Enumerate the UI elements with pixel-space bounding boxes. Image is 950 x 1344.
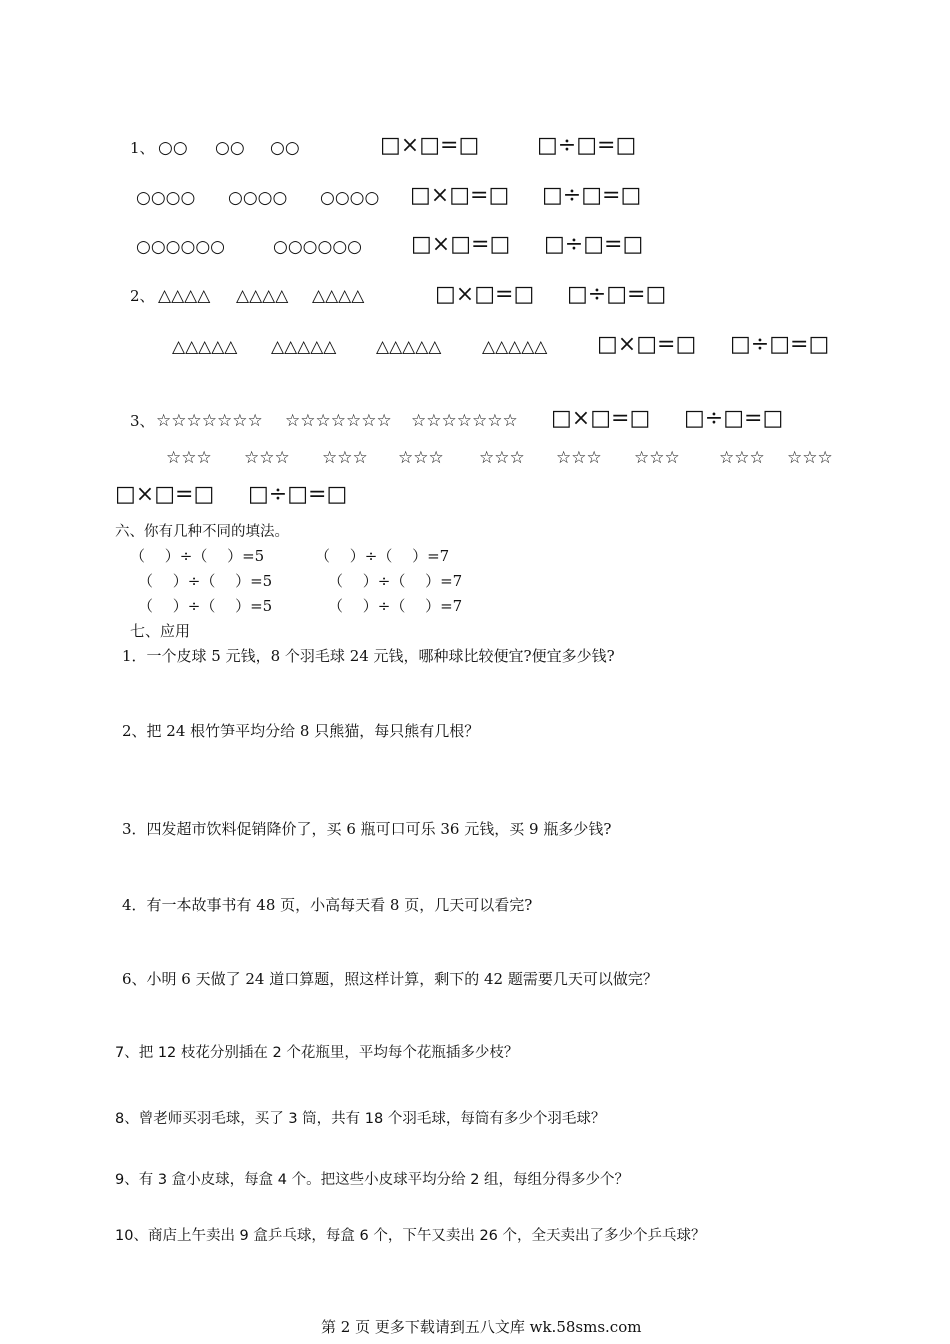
multiplication-template: □×□=□ — [551, 406, 651, 431]
division-template: □÷□=□ — [248, 482, 348, 507]
star-group: ☆☆☆☆☆☆☆ — [156, 411, 263, 431]
word-problem: 3．四发超市饮料促销降价了，买 6 瓶可口可乐 36 元钱，买 9 瓶多少钱? — [122, 820, 612, 838]
triangle-group: △△△△ — [236, 286, 289, 306]
word-problem: 6、小明 6 天做了 24 道口算题，照这样计算，剩下的 42 题需要几天可以做完？ — [122, 970, 658, 988]
division-blank: （ ）÷（ ）=5 — [138, 597, 273, 615]
triangle-group: △△△△ — [312, 286, 365, 306]
star-group: ☆☆☆ — [244, 448, 290, 468]
word-problem: 10、商店上午卖出 9 盒乒乓球，每盒 6 个，下午又卖出 26 个，全天卖出了多少个乒乓球？ — [115, 1228, 706, 1244]
circle-group: ○○ — [215, 138, 245, 158]
circle-group: ○○○○ — [136, 188, 196, 208]
division-template: □÷□=□ — [544, 232, 644, 257]
division-blank: （ ）÷（ ）=7 — [328, 572, 463, 590]
division-template: □÷□=□ — [537, 133, 637, 158]
star-group: ☆☆☆ — [398, 448, 444, 468]
multiplication-template: □×□=□ — [410, 183, 510, 208]
division-blank: （ ）÷（ ）=7 — [315, 547, 450, 565]
section-6-heading: 六、你有几种不同的填法。 — [115, 524, 289, 540]
question-3-label: 3、 — [130, 412, 155, 430]
word-problem: 9、有 3 盒小皮球，每盒 4 个。把这些小皮球平均分给 2 组，每组分得多少个？ — [115, 1172, 630, 1188]
division-blank: （ ）÷（ ）=7 — [328, 597, 463, 615]
word-problem: 7、把 12 枝花分别插在 2 个花瓶里，平均每个花瓶插多少枝？ — [115, 1045, 519, 1061]
triangle-group: △△△△△ — [172, 337, 238, 357]
division-template: □÷□=□ — [542, 183, 642, 208]
division-template: □÷□=□ — [567, 282, 667, 307]
section-7-heading: 七、应用 — [130, 622, 191, 640]
word-problem: 8、曾老师买羽毛球，买了 3 筒，共有 18 个羽毛球，每筒有多少个羽毛球？ — [115, 1111, 606, 1127]
multiplication-template: □×□=□ — [380, 133, 480, 158]
star-group: ☆☆☆ — [166, 448, 212, 468]
circle-group: ○○ — [158, 138, 188, 158]
triangle-group: △△△△△ — [482, 337, 548, 357]
division-blank: （ ）÷（ ）=5 — [138, 572, 273, 590]
word-problem: 1．一个皮球 5 元钱，8 个羽毛球 24 元钱，哪种球比较便宜?便宜多少钱? — [122, 647, 615, 665]
page-footer: 第 2 页 更多下载请到五八文库 wk.58sms.com — [321, 1318, 642, 1336]
multiplication-template: □×□=□ — [435, 282, 535, 307]
question-2-label: 2、 — [130, 287, 155, 305]
star-group: ☆☆☆ — [479, 448, 525, 468]
multiplication-template: □×□=□ — [115, 482, 215, 507]
multiplication-template: □×□=□ — [597, 332, 697, 357]
star-group: ☆☆☆ — [787, 448, 833, 468]
triangle-group: △△△△△ — [376, 337, 442, 357]
triangle-group: △△△△△ — [271, 337, 337, 357]
division-template: □÷□=□ — [684, 406, 784, 431]
circle-group: ○○○○ — [320, 188, 380, 208]
division-template: □÷□=□ — [730, 332, 830, 357]
star-group: ☆☆☆ — [322, 448, 368, 468]
star-group: ☆☆☆☆☆☆☆ — [285, 411, 392, 431]
star-group: ☆☆☆ — [556, 448, 602, 468]
word-problem: 2、把 24 根竹笋平均分给 8 只熊猫，每只熊有几根？ — [122, 722, 480, 740]
word-problem: 4．有一本故事书有 48 页，小高每天看 8 页，几天可以看完? — [122, 896, 533, 914]
star-group: ☆☆☆☆☆☆☆ — [411, 411, 518, 431]
circle-group: ○○○○ — [228, 188, 288, 208]
question-1-label: 1、 — [130, 139, 155, 157]
star-group: ☆☆☆ — [719, 448, 765, 468]
circle-group: ○○○○○○ — [273, 237, 363, 257]
triangle-group: △△△△ — [158, 286, 211, 306]
circle-group: ○○○○○○ — [136, 237, 226, 257]
circle-group: ○○ — [270, 138, 300, 158]
division-blank: （ ）÷（ ）=5 — [130, 547, 265, 565]
star-group: ☆☆☆ — [634, 448, 680, 468]
multiplication-template: □×□=□ — [411, 232, 511, 257]
